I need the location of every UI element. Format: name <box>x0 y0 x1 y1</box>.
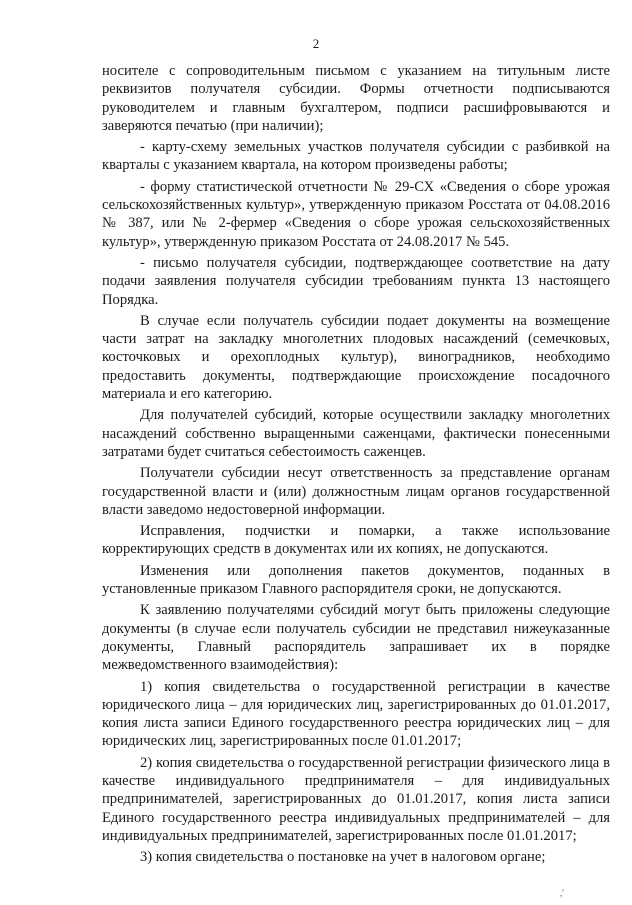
paragraph: 3) копия свидетельства о постановке на учет в налоговом органе; <box>140 849 546 866</box>
paragraph: В случае если получатель субсидии подает документы на возмещение части затрат на закладку многолетних плодовых насаждений (семечковых, косточковых и орехоплодных культур), виноградников, необходимо предоставить документы, подтверждающие происхождение посадочного материала и его категорию. <box>102 312 610 403</box>
paragraph: Изменения или дополнения пакетов документов, поданных в установленные приказом Главного распорядителя сроки, не допускаются. <box>102 562 610 598</box>
paragraph: - письмо получателя субсидии, подтверждающее соответствие на дату подачи заявления получателя субсидии требованиям пункта 13 настоящего Порядка. <box>102 254 610 308</box>
scan-mark: ,' <box>560 888 564 898</box>
document-body <box>102 62 610 869</box>
paragraph: - карту-схему земельных участков получателя субсидии с разбивкой на кварталы с указанием квартала, на котором произведены работы; <box>102 139 610 174</box>
paragraph: К заявлению получателями субсидий могут быть приложены следующие документы (в случае если получатель субсидии не представил нижеуказанные документы, Главный распорядитель запрашивает их в порядке межведомственного взаимодействия): <box>102 602 610 674</box>
paragraph: 1) копия свидетельства о государственной регистрации в качестве юридического лица – для юридических лиц, зарегистрированных до 01.01.2017, копия листа записи Единого государственного реестра юридических лиц – для юридических лиц, зарегистрированных после 01.01.2017; <box>102 678 610 750</box>
page-number: 2 <box>312 36 320 51</box>
paragraph: Получатели субсидии несут ответственность за представление органам государственной власти и (или) должностным лицам органов государственной власти заведомо недостоверной информации. <box>102 465 610 518</box>
paragraph: - форму статистической отчетности № 29-СХ «Сведения о сборе урожая сельскохозяйственных культур», утвержденную приказом Росстата от 04.08.2016 № 387, или № 2-фермер «Сведения о сборе урожая сельскохозяйственных культур», утвержденную приказом Росстата от 24.08.2017 № 545. <box>102 178 610 250</box>
paragraph: Исправления, подчистки и помарки, а также использование корректирующих средств в документах или их копиях, не допускаются. <box>102 523 610 558</box>
paragraph: 2) копия свидетельства о государственной регистрации физического лица в качестве индивидуального предпринимателя – для индивидуальных предпринимателей, зарегистрированных до 01.01.2017, копия листа записи Единого государственного реестра индивидуальных предпринимателей – для индивидуальных предпринимателей, зарегистрированных после 01.01.2017; <box>102 754 610 844</box>
paragraph: Для получателей субсидий, которые осуществили закладку многолетних насаждений собственно выращенными саженцами, фактически понесенными затратами будет считаться себестоимость саженцев. <box>102 407 610 460</box>
paragraph: носителе с сопроводительным письмом с указанием на титульным листе реквизитов получателя субсидии. Формы отчетности подписываются руководителем и главным бухгалтером, подписи расшифровываются и заверяются печатью (при наличии); <box>102 63 610 134</box>
